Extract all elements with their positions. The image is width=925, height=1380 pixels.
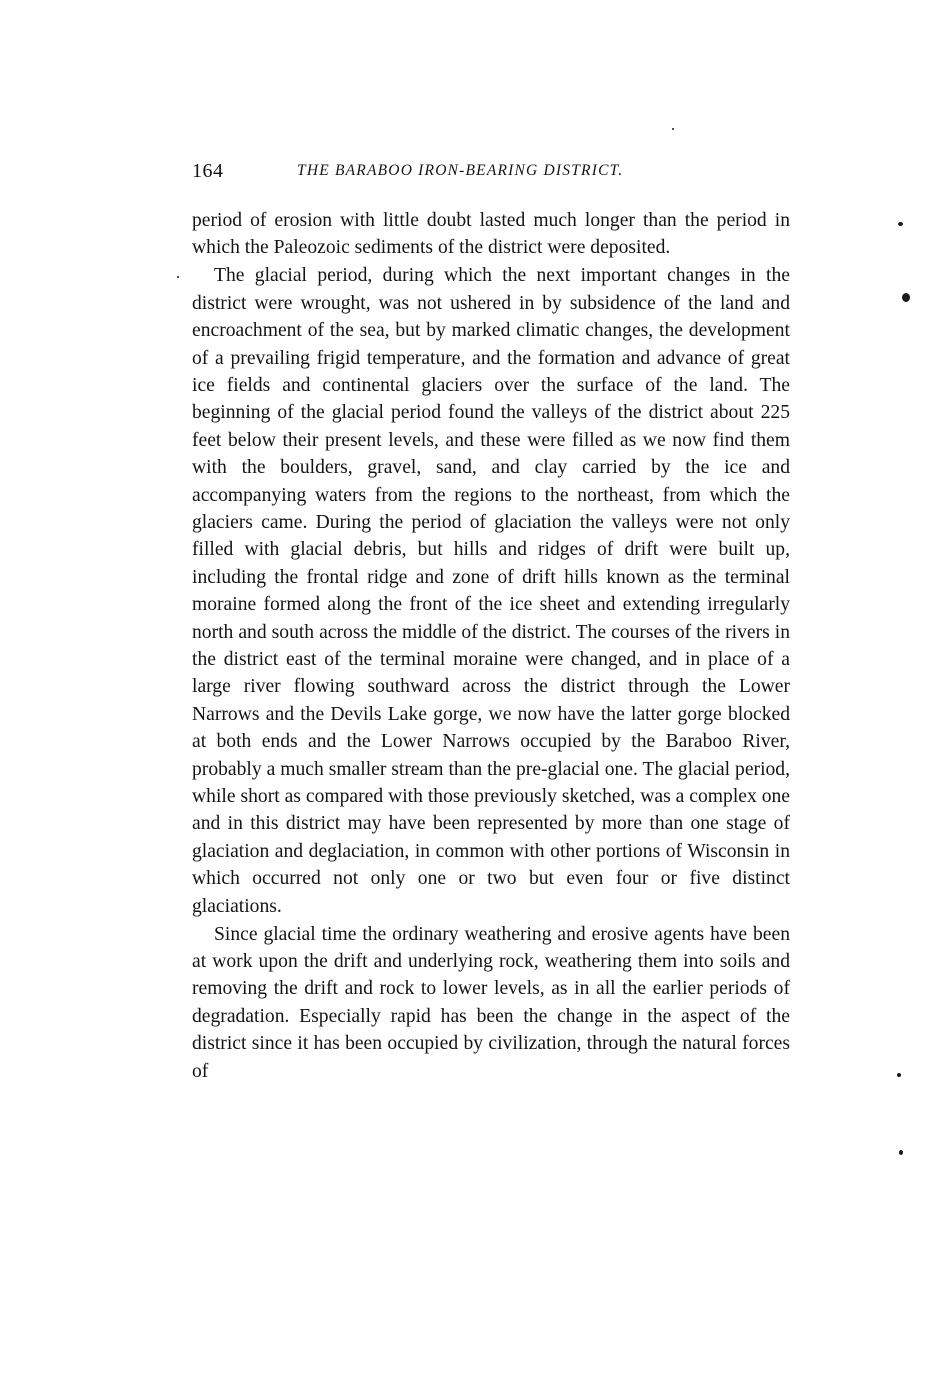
ink-speck	[898, 222, 903, 226]
body-text	[192, 207, 790, 1085]
ink-speck	[672, 128, 674, 130]
ink-speck	[897, 1073, 901, 1077]
ink-speck	[899, 1150, 903, 1155]
paragraph-since-glacial-time: Since glacial time the ordinary weathering and erosive agents have been at work upon the drift and underlying rock, weathering them into soils and removing the drift and rock to lower levels, as in all the earlier periods of degradation. Especially rapid has been the change in the aspect of the district since it has been occupied by civilization, through the natural forces of	[192, 923, 790, 1082]
paragraph-glacial-period: The glacial period, during which the next important changes in the district were wrought, was not ushered in by subsidence of the land and encroachment of the sea, but by marked climatic changes, the development of a prevailing frigid temperature, and the formation and advance of great ice fields and continental glaciers over the surface of the land. The beginning of the glacial period found the valleys of the district about 225 feet below their present levels, and these were filled as we now find them with the boulders, gravel, sand, and clay carried by the ice and accompanying waters from the regions to the northeast, from which the glaciers came. During the period of glaciation the valleys were not only filled with glacial debris, but hills and ridges of drift were built up, including the frontal ridge and zone of drift hills known as the terminal moraine formed along the front of the ice sheet and extending irregularly north and south across the middle of the district. The courses of the rivers in the district east of the terminal moraine were changed, and in place of a large river flowing southward across the district through the Lower Narrows and the Devils Lake gorge, we now have the latter gorge blocked at both ends and the Lower Narrows occupied by the Baraboo River, probably a much smaller stream than the pre-glacial one. The glacial period, while short as compared with those previously sketched, was a complex one and in this district may have been represented by more than one stage of glaciation and deglaciation, in common with other portions of Wisconsin in which occurred not only one or two but even four or five distinct glaciations.	[192, 265, 790, 917]
ink-speck	[177, 276, 179, 278]
page-header	[192, 160, 792, 184]
running-title: THE BARABOO IRON-BEARING DISTRICT.	[297, 162, 624, 179]
paragraph-continuation: period of erosion with little doubt lasted much longer than the period in which the Paleozoic sediments of the district were deposited.	[192, 210, 790, 259]
ink-speck	[902, 293, 910, 302]
page-number: 164	[192, 160, 224, 182]
